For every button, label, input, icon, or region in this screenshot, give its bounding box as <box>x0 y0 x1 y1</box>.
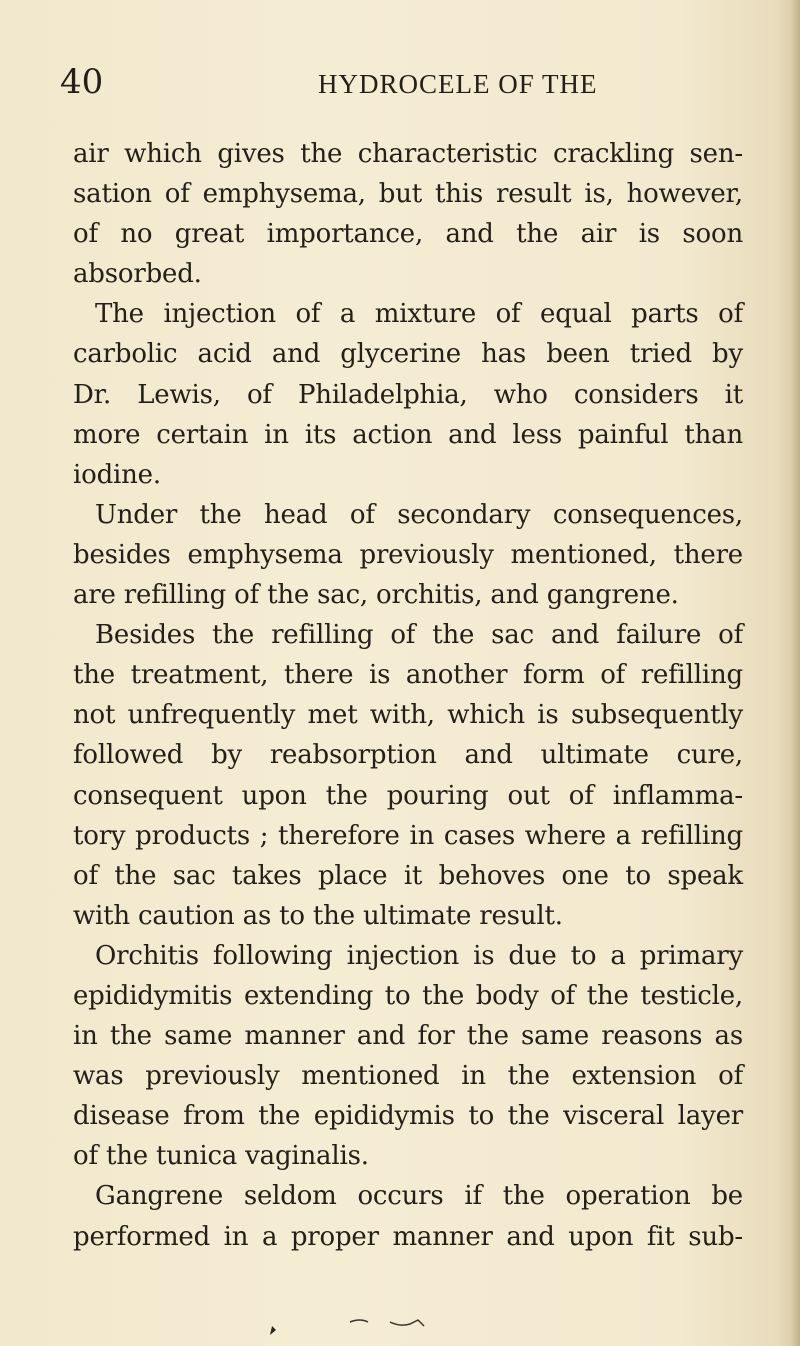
ink-speck <box>270 1326 276 1335</box>
text-line: of no great importance, and the air is soon <box>73 219 743 250</box>
text-line: air which gives the characteristic crackling sen- <box>73 139 743 169</box>
text-line: Gangrene seldom occurs if the operation be <box>95 1181 743 1212</box>
text-line: carbolic acid and glycerine has been tried by <box>73 339 743 370</box>
text-line: in the same manner and for the same reasons as <box>73 1021 743 1052</box>
page-edge-shadow <box>790 0 800 1346</box>
text-line: the treatment, there is another form of refilling <box>73 660 743 691</box>
text-line: besides emphysema previously mentioned, there <box>73 539 743 570</box>
text-line: followed by reabsorption and ultimate cure, <box>73 740 743 771</box>
running-head: HYDROCELE OF THE <box>318 69 598 99</box>
text-line: with caution as to the ultimate result. <box>73 900 563 931</box>
page-header <box>60 62 740 102</box>
text-line: The injection of a mixture of equal parts of <box>95 299 743 330</box>
text-line: sation of emphysema, but this result is, however, <box>73 179 743 210</box>
text-line: Dr. Lewis, of Philadelphia, who considers it <box>73 379 743 410</box>
text-line: consequent upon the pouring out of inflamma- <box>73 780 743 811</box>
text-line: absorbed. <box>73 259 202 290</box>
text-line: Orchitis following injection is due to a primary <box>95 940 743 971</box>
text-line: tory products ; therefore in cases where a refilling <box>73 820 743 851</box>
text-line: more certain in its action and less painful than <box>73 419 743 450</box>
text-line: are refilling of the sac, orchitis, and gangrene. <box>73 580 679 611</box>
text-line: disease from the epididymis to the visceral layer <box>73 1101 743 1132</box>
text-line: performed in a proper manner and upon fit sub- <box>73 1221 743 1252</box>
text-line: epididymitis extending to the body of the testicle, <box>73 980 743 1011</box>
text-line: not unfrequently met with, which is subsequently <box>73 700 743 731</box>
text-line: was previously mentioned in the extension of <box>73 1061 743 1092</box>
page-number: 40 <box>60 62 104 102</box>
text-line: of the tunica vaginalis. <box>73 1141 369 1172</box>
ink-speck <box>390 1320 424 1326</box>
body-text <box>73 134 743 1257</box>
text-line: Under the head of secondary consequences, <box>95 499 743 530</box>
text-line: iodine. <box>73 459 161 490</box>
text-line: Besides the refilling of the sac and failure of <box>95 620 743 651</box>
text-line: of the sac takes place it behoves one to speak <box>73 860 743 891</box>
ink-speck <box>350 1320 368 1322</box>
